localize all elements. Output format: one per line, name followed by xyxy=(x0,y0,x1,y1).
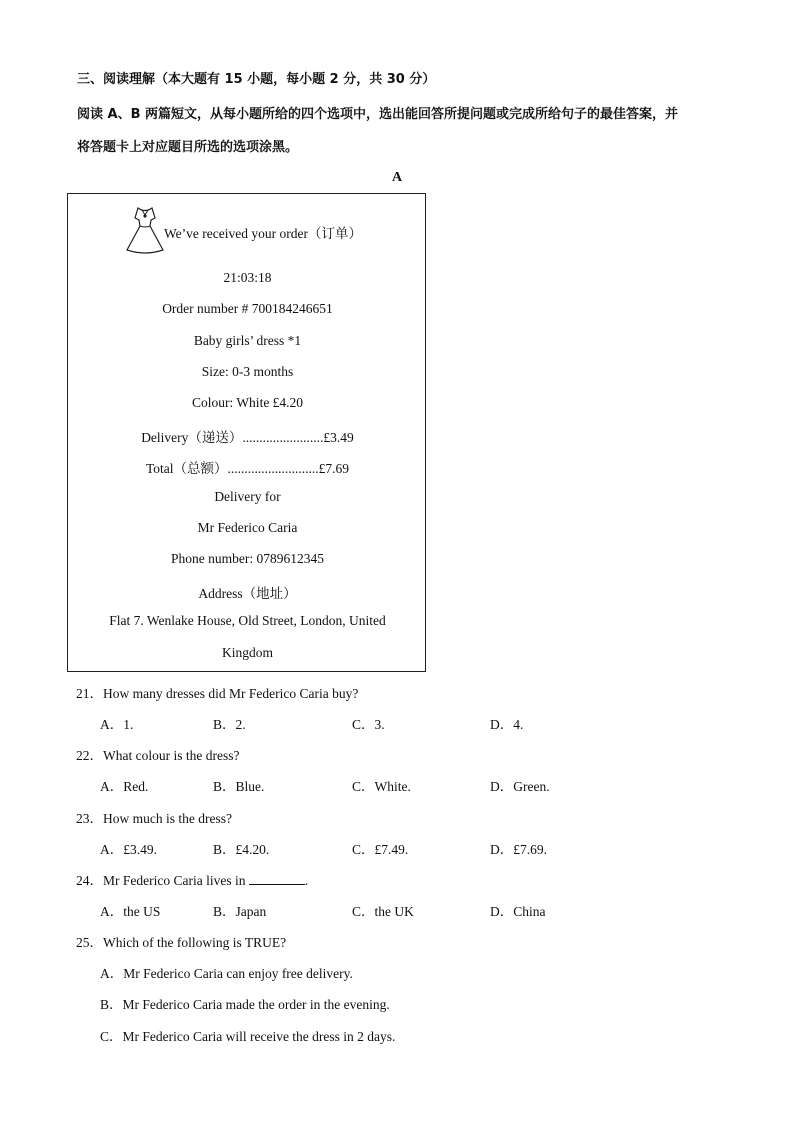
delivery-for-label: Delivery for xyxy=(214,489,281,504)
dress-icon xyxy=(123,204,167,256)
question-23-option-a[interactable]: A．£3.49. xyxy=(100,842,157,857)
question-24 xyxy=(76,869,308,889)
question-21-option-c[interactable]: C．3. xyxy=(352,717,385,732)
question-22-option-b[interactable]: B．Blue. xyxy=(213,779,265,794)
question-25-option-c[interactable]: C．Mr Federico Caria will receive the dress in 2 days. xyxy=(100,1029,396,1044)
question-24-option-d[interactable]: D．China xyxy=(490,904,546,919)
question-24-option-c[interactable]: C．the UK xyxy=(352,904,414,919)
question-21-option-d[interactable]: D．4. xyxy=(490,717,524,732)
address-label: Address（地址） xyxy=(198,586,297,601)
question-23-option-d[interactable]: D．£7.69. xyxy=(490,842,547,857)
customer-phone: Phone number: 0789612345 xyxy=(171,551,324,566)
order-delivery-fee: Delivery（递送）........................£3.49 xyxy=(141,430,354,445)
question-24-stem: 24．Mr Federico Caria lives in xyxy=(76,873,246,888)
question-24-period: . xyxy=(304,873,309,888)
question-25-option-b[interactable]: B．Mr Federico Caria made the order in the evening. xyxy=(100,997,390,1012)
question-23-option-b[interactable]: B．£4.20. xyxy=(213,842,270,857)
question-22-option-d[interactable]: D．Green. xyxy=(490,779,550,794)
order-item: Baby girls’ dress *1 xyxy=(193,333,302,348)
question-22: 22．What colour is the dress? xyxy=(76,748,240,763)
question-23: 23．How much is the dress? xyxy=(76,811,232,826)
question-21-option-a[interactable]: A．1. xyxy=(100,717,134,732)
question-24-option-b[interactable]: B．Japan xyxy=(213,904,267,919)
customer-name: Mr Federico Caria xyxy=(197,520,298,535)
question-25-option-a[interactable]: A．Mr Federico Caria can enjoy free delivery. xyxy=(100,966,353,981)
order-colour-price: Colour: White £4.20 xyxy=(191,395,304,410)
question-22-option-a[interactable]: A．Red. xyxy=(100,779,149,794)
question-22-option-c[interactable]: C．White. xyxy=(352,779,411,794)
receipt-header: We’ve received your order（订单） xyxy=(164,226,362,241)
order-number: Order number # 700184246651 xyxy=(162,301,333,316)
question-21: 21．How many dresses did Mr Federico Caria buy? xyxy=(76,686,359,701)
instruction-line-2: 将答题卡上对应题目所选的选项涂黑。 xyxy=(77,140,299,155)
question-24-option-a[interactable]: A．the US xyxy=(100,904,161,919)
passage-label: A xyxy=(392,170,403,185)
answer-blank xyxy=(249,872,305,885)
question-23-option-c[interactable]: C．£7.49. xyxy=(352,842,409,857)
question-21-option-b[interactable]: B．2. xyxy=(213,717,246,732)
address-line-2: Kingdom xyxy=(221,645,273,660)
instruction-line-1: 阅读 A、B 两篇短文，从每小题所给的四个选项中，选出能回答所提问题或完成所给句子的最佳答案，并 xyxy=(77,107,679,122)
order-time: 21:03:18 xyxy=(223,270,272,285)
question-25: 25．Which of the following is TRUE? xyxy=(76,935,287,950)
address-line-1: Flat 7. Wenlake House, Old Street, London, United xyxy=(109,613,386,628)
order-total: Total（总额）...........................£7.69 xyxy=(145,461,350,476)
section-title: 三、阅读理解（本大题有 15 小题，每小题 2 分，共 30 分） xyxy=(77,72,436,87)
order-size: Size: 0-3 months xyxy=(201,364,294,379)
order-receipt-box xyxy=(67,193,426,672)
